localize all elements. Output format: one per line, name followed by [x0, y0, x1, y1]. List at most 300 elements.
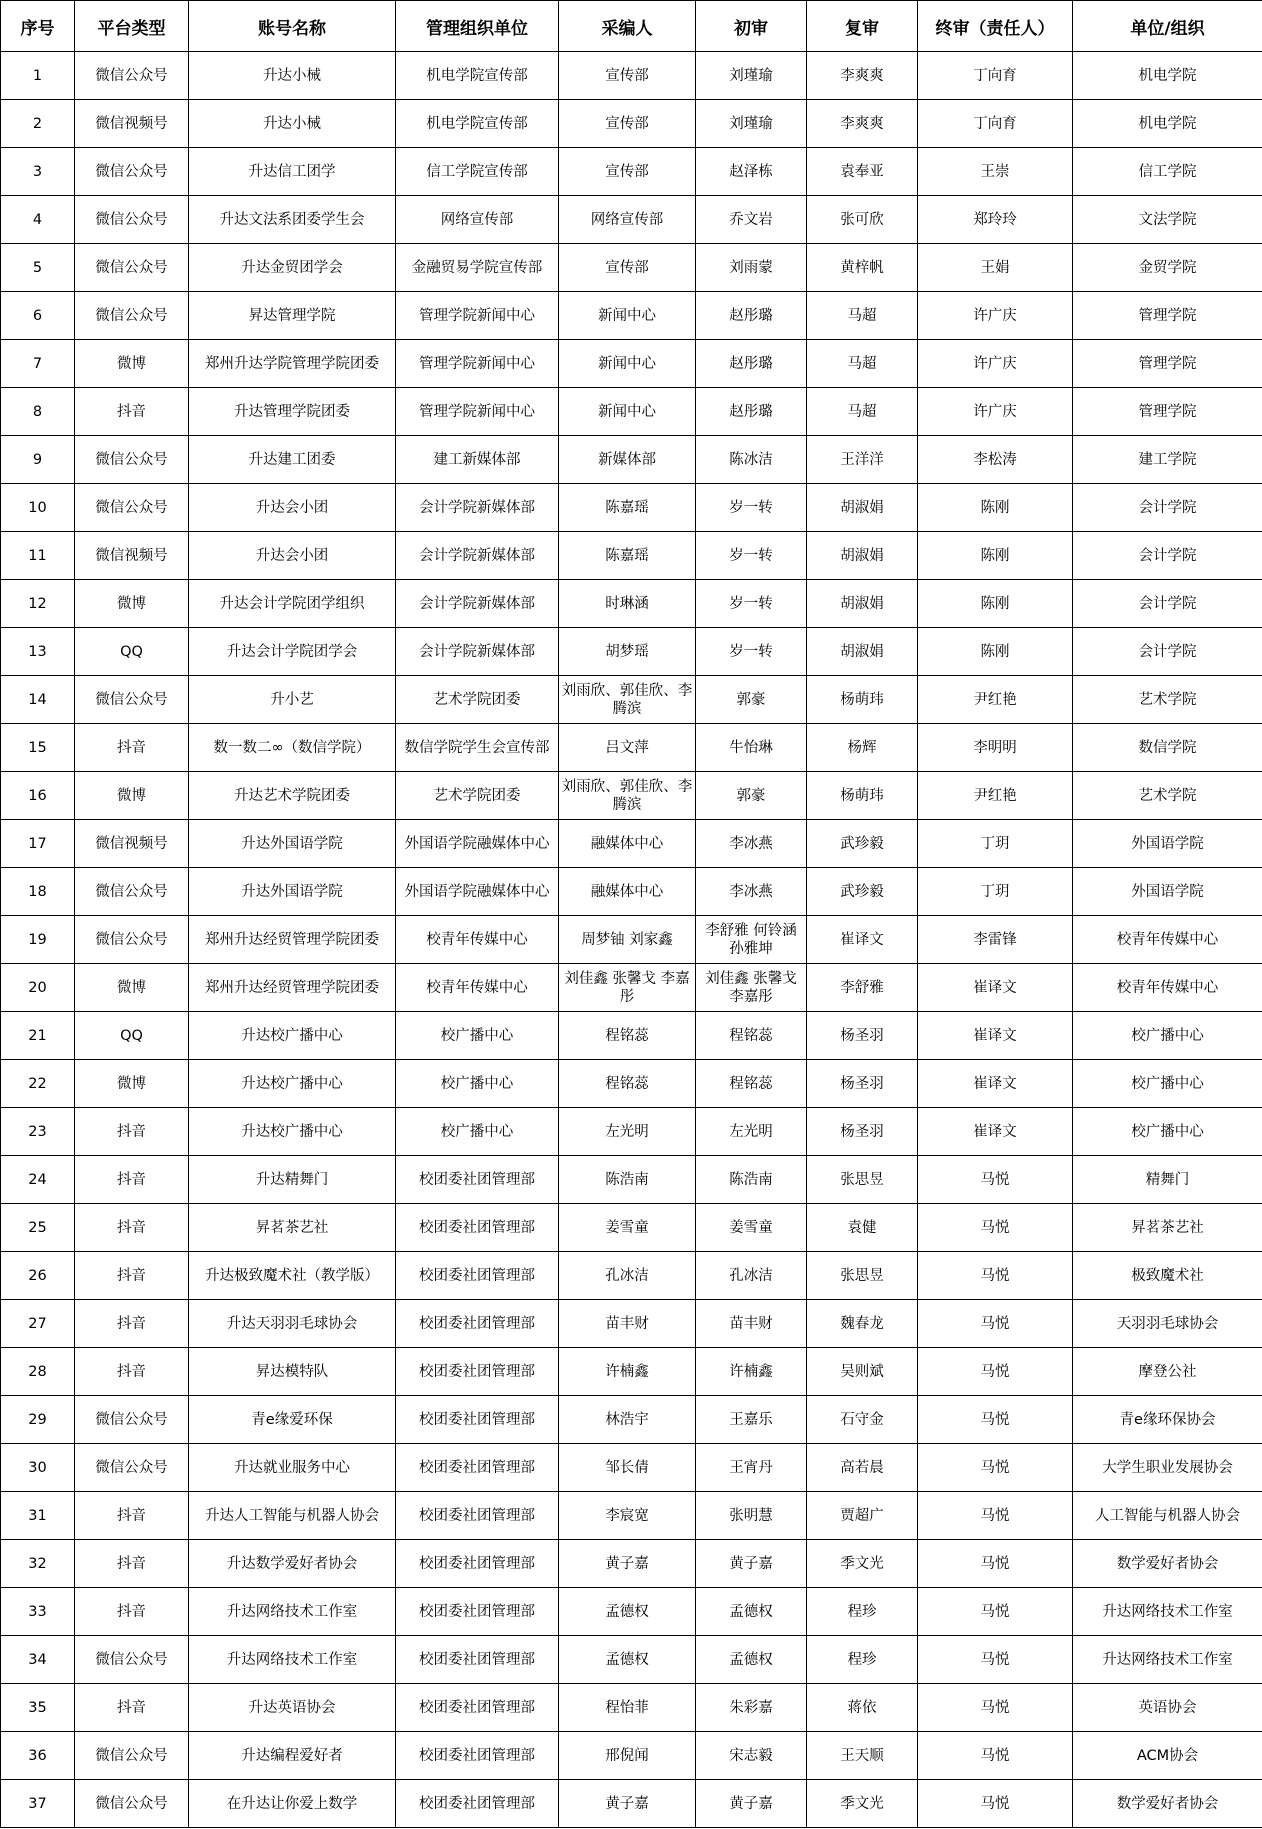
cell-platform-type: QQ: [75, 1012, 189, 1060]
cell-first-review: 刘佳鑫 张馨戈 李嘉彤: [696, 964, 807, 1012]
cell-platform-type: 微信视频号: [75, 820, 189, 868]
cell-final-review: 丁向育: [918, 52, 1073, 100]
cell-editor: 林浩宇: [559, 1396, 696, 1444]
header-account-name: 账号名称: [189, 1, 396, 52]
table-row: [1, 1588, 1262, 1636]
cell-final-review: 许广庆: [918, 292, 1073, 340]
cell-organization: 数学爱好者协会: [1073, 1540, 1262, 1588]
cell-second-review: 武珍毅: [807, 820, 918, 868]
cell-index: 32: [1, 1540, 75, 1588]
cell-account-name: 升达校广播中心: [189, 1012, 396, 1060]
cell-account-name: 升达文法系团委学生会: [189, 196, 396, 244]
cell-index: 6: [1, 292, 75, 340]
cell-account-name: 升达英语协会: [189, 1684, 396, 1732]
cell-editor: 融媒体中心: [559, 820, 696, 868]
cell-index: 34: [1, 1636, 75, 1684]
cell-first-review: 赵泽栋: [696, 148, 807, 196]
cell-platform-type: 微信公众号: [75, 916, 189, 964]
cell-first-review: 岁一转: [696, 580, 807, 628]
cell-index: 4: [1, 196, 75, 244]
cell-editor: 宣传部: [559, 244, 696, 292]
table-row: [1, 1012, 1262, 1060]
cell-editor: 苗丰财: [559, 1300, 696, 1348]
cell-first-review: 郭豪: [696, 676, 807, 724]
cell-managing-unit: 机电学院宣传部: [396, 100, 559, 148]
cell-organization: 极致魔术社: [1073, 1252, 1262, 1300]
cell-final-review: 丁向育: [918, 100, 1073, 148]
cell-final-review: 马悦: [918, 1300, 1073, 1348]
table-row: [1, 1684, 1262, 1732]
cell-editor: 姜雪童: [559, 1204, 696, 1252]
cell-organization: 校青年传媒中心: [1073, 964, 1262, 1012]
cell-platform-type: 抖音: [75, 1348, 189, 1396]
cell-index: 18: [1, 868, 75, 916]
table-row: [1, 532, 1262, 580]
header-final-review: 终审（责任人）: [918, 1, 1073, 52]
cell-account-name: 升达会小团: [189, 484, 396, 532]
table-row: [1, 1444, 1262, 1492]
cell-account-name: 郑州升达经贸管理学院团委: [189, 964, 396, 1012]
cell-platform-type: QQ: [75, 628, 189, 676]
cell-first-review: 刘瑾瑜: [696, 52, 807, 100]
cell-platform-type: 抖音: [75, 1252, 189, 1300]
cell-first-review: 乔文岩: [696, 196, 807, 244]
cell-account-name: 升达网络技术工作室: [189, 1588, 396, 1636]
cell-managing-unit: 艺术学院团委: [396, 676, 559, 724]
cell-second-review: 胡淑娟: [807, 628, 918, 676]
cell-platform-type: 抖音: [75, 1588, 189, 1636]
table-row: [1, 1204, 1262, 1252]
cell-second-review: 李爽爽: [807, 100, 918, 148]
cell-organization: 建工学院: [1073, 436, 1262, 484]
cell-managing-unit: 校团委社团管理部: [396, 1444, 559, 1492]
cell-final-review: 马悦: [918, 1348, 1073, 1396]
cell-final-review: 李明明: [918, 724, 1073, 772]
cell-managing-unit: 校青年传媒中心: [396, 964, 559, 1012]
cell-editor: 孟德权: [559, 1588, 696, 1636]
cell-managing-unit: 校团委社团管理部: [396, 1204, 559, 1252]
cell-editor: 刘佳鑫 张馨戈 李嘉彤: [559, 964, 696, 1012]
cell-second-review: 马超: [807, 340, 918, 388]
cell-index: 14: [1, 676, 75, 724]
cell-organization: 大学生职业发展协会: [1073, 1444, 1262, 1492]
cell-second-review: 吴则斌: [807, 1348, 918, 1396]
cell-managing-unit: 校团委社团管理部: [396, 1636, 559, 1684]
cell-editor: 新媒体部: [559, 436, 696, 484]
cell-account-name: 升达建工团委: [189, 436, 396, 484]
cell-first-review: 郭豪: [696, 772, 807, 820]
cell-editor: 时琳涵: [559, 580, 696, 628]
cell-editor: 黄子嘉: [559, 1780, 696, 1828]
cell-platform-type: 微信公众号: [75, 436, 189, 484]
cell-account-name: 升达小械: [189, 52, 396, 100]
cell-second-review: 高若晨: [807, 1444, 918, 1492]
cell-final-review: 马悦: [918, 1396, 1073, 1444]
cell-organization: 数信学院: [1073, 724, 1262, 772]
cell-index: 12: [1, 580, 75, 628]
table-row: [1, 1156, 1262, 1204]
table-row: [1, 964, 1262, 1012]
cell-editor: 左光明: [559, 1108, 696, 1156]
cell-second-review: 杨圣羽: [807, 1108, 918, 1156]
cell-second-review: 胡淑娟: [807, 484, 918, 532]
cell-managing-unit: 校团委社团管理部: [396, 1492, 559, 1540]
cell-platform-type: 抖音: [75, 724, 189, 772]
cell-index: 13: [1, 628, 75, 676]
cell-editor: 陈浩南: [559, 1156, 696, 1204]
cell-managing-unit: 建工新媒体部: [396, 436, 559, 484]
cell-first-review: 赵彤璐: [696, 388, 807, 436]
cell-first-review: 赵彤璐: [696, 292, 807, 340]
cell-managing-unit: 网络宣传部: [396, 196, 559, 244]
cell-index: 27: [1, 1300, 75, 1348]
cell-organization: 人工智能与机器人协会: [1073, 1492, 1262, 1540]
cell-platform-type: 微信视频号: [75, 532, 189, 580]
cell-index: 9: [1, 436, 75, 484]
cell-organization: 会计学院: [1073, 580, 1262, 628]
cell-first-review: 许楠鑫: [696, 1348, 807, 1396]
cell-second-review: 李爽爽: [807, 52, 918, 100]
cell-account-name: 升达外国语学院: [189, 820, 396, 868]
cell-managing-unit: 机电学院宣传部: [396, 52, 559, 100]
cell-editor: 宣传部: [559, 148, 696, 196]
cell-final-review: 崔译文: [918, 964, 1073, 1012]
cell-index: 2: [1, 100, 75, 148]
cell-final-review: 马悦: [918, 1204, 1073, 1252]
header-index: 序号: [1, 1, 75, 52]
cell-final-review: 陈刚: [918, 484, 1073, 532]
cell-editor: 李宸宽: [559, 1492, 696, 1540]
table-row: [1, 1396, 1262, 1444]
cell-second-review: 胡淑娟: [807, 532, 918, 580]
cell-final-review: 崔译文: [918, 1108, 1073, 1156]
cell-platform-type: 微信公众号: [75, 676, 189, 724]
cell-second-review: 马超: [807, 292, 918, 340]
cell-first-review: 朱彩嘉: [696, 1684, 807, 1732]
cell-organization: 会计学院: [1073, 484, 1262, 532]
cell-managing-unit: 校团委社团管理部: [396, 1540, 559, 1588]
cell-index: 19: [1, 916, 75, 964]
cell-managing-unit: 校广播中心: [396, 1108, 559, 1156]
cell-second-review: 蒋依: [807, 1684, 918, 1732]
cell-managing-unit: 管理学院新闻中心: [396, 292, 559, 340]
cell-platform-type: 微博: [75, 580, 189, 628]
cell-index: 1: [1, 52, 75, 100]
cell-account-name: 升达小械: [189, 100, 396, 148]
cell-managing-unit: 外国语学院融媒体中心: [396, 868, 559, 916]
cell-second-review: 王洋洋: [807, 436, 918, 484]
cell-index: 30: [1, 1444, 75, 1492]
cell-second-review: 石守金: [807, 1396, 918, 1444]
cell-index: 22: [1, 1060, 75, 1108]
cell-account-name: 数一数二∞（数信学院）: [189, 724, 396, 772]
cell-managing-unit: 金融贸易学院宣传部: [396, 244, 559, 292]
cell-account-name: 升达会计学院团学组织: [189, 580, 396, 628]
cell-account-name: 升达天羽羽毛球协会: [189, 1300, 396, 1348]
cell-account-name: 郑州升达学院管理学院团委: [189, 340, 396, 388]
header-managing-unit: 管理组织单位: [396, 1, 559, 52]
cell-index: 31: [1, 1492, 75, 1540]
cell-index: 10: [1, 484, 75, 532]
cell-final-review: 丁玥: [918, 820, 1073, 868]
cell-index: 35: [1, 1684, 75, 1732]
cell-second-review: 李舒雅: [807, 964, 918, 1012]
cell-organization: 外国语学院: [1073, 820, 1262, 868]
cell-first-review: 孟德权: [696, 1588, 807, 1636]
cell-managing-unit: 会计学院新媒体部: [396, 484, 559, 532]
cell-account-name: 昇达模特队: [189, 1348, 396, 1396]
cell-organization: 会计学院: [1073, 532, 1262, 580]
cell-account-name: 在升达让你爱上数学: [189, 1780, 396, 1828]
table-row: [1, 1540, 1262, 1588]
cell-first-review: 左光明: [696, 1108, 807, 1156]
cell-organization: 信工学院: [1073, 148, 1262, 196]
cell-managing-unit: 校团委社团管理部: [396, 1348, 559, 1396]
header-second-review: 复审: [807, 1, 918, 52]
cell-final-review: 陈刚: [918, 628, 1073, 676]
cell-index: 21: [1, 1012, 75, 1060]
cell-account-name: 升达数学爱好者协会: [189, 1540, 396, 1588]
cell-second-review: 袁健: [807, 1204, 918, 1252]
cell-final-review: 陈刚: [918, 532, 1073, 580]
cell-platform-type: 微信公众号: [75, 52, 189, 100]
cell-second-review: 杨辉: [807, 724, 918, 772]
cell-organization: 机电学院: [1073, 100, 1262, 148]
cell-second-review: 武珍毅: [807, 868, 918, 916]
cell-index: 37: [1, 1780, 75, 1828]
cell-final-review: 马悦: [918, 1588, 1073, 1636]
cell-editor: 邢倪闻: [559, 1732, 696, 1780]
cell-account-name: 昇达管理学院: [189, 292, 396, 340]
cell-first-review: 姜雪童: [696, 1204, 807, 1252]
cell-organization: 校广播中心: [1073, 1108, 1262, 1156]
cell-organization: 昇茗茶艺社: [1073, 1204, 1262, 1252]
cell-platform-type: 微信视频号: [75, 100, 189, 148]
cell-index: 8: [1, 388, 75, 436]
cell-final-review: 丁玥: [918, 868, 1073, 916]
cell-second-review: 贾超广: [807, 1492, 918, 1540]
header-first-review: 初审: [696, 1, 807, 52]
cell-organization: 管理学院: [1073, 292, 1262, 340]
table-row: [1, 100, 1262, 148]
cell-organization: 文法学院: [1073, 196, 1262, 244]
cell-organization: 艺术学院: [1073, 772, 1262, 820]
cell-account-name: 升达信工团学: [189, 148, 396, 196]
cell-editor: 新闻中心: [559, 292, 696, 340]
cell-editor: 程怡菲: [559, 1684, 696, 1732]
cell-second-review: 杨萌玮: [807, 676, 918, 724]
cell-final-review: 马悦: [918, 1492, 1073, 1540]
cell-account-name: 升达会小团: [189, 532, 396, 580]
cell-editor: 网络宣传部: [559, 196, 696, 244]
cell-organization: 摩登公社: [1073, 1348, 1262, 1396]
cell-second-review: 季文光: [807, 1780, 918, 1828]
cell-index: 24: [1, 1156, 75, 1204]
cell-managing-unit: 会计学院新媒体部: [396, 532, 559, 580]
table-row: [1, 1732, 1262, 1780]
cell-second-review: 杨圣羽: [807, 1012, 918, 1060]
cell-second-review: 袁奉亚: [807, 148, 918, 196]
cell-final-review: 许广庆: [918, 388, 1073, 436]
cell-organization: 天羽羽毛球协会: [1073, 1300, 1262, 1348]
cell-managing-unit: 会计学院新媒体部: [396, 580, 559, 628]
cell-organization: 升达网络技术工作室: [1073, 1588, 1262, 1636]
cell-final-review: 李雷锋: [918, 916, 1073, 964]
cell-organization: 升达网络技术工作室: [1073, 1636, 1262, 1684]
cell-editor: 程铭蕊: [559, 1012, 696, 1060]
table-row: [1, 1300, 1262, 1348]
table-row: [1, 1492, 1262, 1540]
cell-account-name: 青e缘爱环保: [189, 1396, 396, 1444]
cell-second-review: 王天顺: [807, 1732, 918, 1780]
cell-second-review: 黄梓帆: [807, 244, 918, 292]
header-organization: 单位/组织: [1073, 1, 1262, 52]
table-row: [1, 1636, 1262, 1684]
table-row: [1, 292, 1262, 340]
cell-final-review: 王娟: [918, 244, 1073, 292]
table-row: [1, 484, 1262, 532]
cell-organization: 管理学院: [1073, 388, 1262, 436]
cell-account-name: 升小艺: [189, 676, 396, 724]
cell-managing-unit: 校团委社团管理部: [396, 1684, 559, 1732]
table-row: [1, 388, 1262, 436]
cell-second-review: 杨圣羽: [807, 1060, 918, 1108]
cell-final-review: 李松涛: [918, 436, 1073, 484]
cell-first-review: 李冰燕: [696, 868, 807, 916]
cell-managing-unit: 信工学院宣传部: [396, 148, 559, 196]
cell-platform-type: 微信公众号: [75, 484, 189, 532]
cell-index: 26: [1, 1252, 75, 1300]
cell-organization: 数学爱好者协会: [1073, 1780, 1262, 1828]
cell-final-review: 崔译文: [918, 1012, 1073, 1060]
cell-second-review: 马超: [807, 388, 918, 436]
cell-organization: 金贸学院: [1073, 244, 1262, 292]
cell-managing-unit: 校广播中心: [396, 1012, 559, 1060]
cell-account-name: 升达校广播中心: [189, 1060, 396, 1108]
table-row: [1, 340, 1262, 388]
cell-index: 3: [1, 148, 75, 196]
cell-platform-type: 微信公众号: [75, 148, 189, 196]
cell-first-review: 王嘉乐: [696, 1396, 807, 1444]
cell-platform-type: 微信公众号: [75, 244, 189, 292]
cell-managing-unit: 艺术学院团委: [396, 772, 559, 820]
cell-first-review: 岁一转: [696, 532, 807, 580]
table-row: [1, 52, 1262, 100]
cell-platform-type: 抖音: [75, 1540, 189, 1588]
cell-account-name: 郑州升达经贸管理学院团委: [189, 916, 396, 964]
cell-organization: 青e缘环保协会: [1073, 1396, 1262, 1444]
cell-editor: 黄子嘉: [559, 1540, 696, 1588]
cell-first-review: 程铭蕊: [696, 1060, 807, 1108]
cell-first-review: 陈浩南: [696, 1156, 807, 1204]
cell-final-review: 崔译文: [918, 1060, 1073, 1108]
cell-platform-type: 抖音: [75, 1684, 189, 1732]
cell-editor: 孟德权: [559, 1636, 696, 1684]
cell-final-review: 陈刚: [918, 580, 1073, 628]
cell-second-review: 程珍: [807, 1636, 918, 1684]
cell-editor: 融媒体中心: [559, 868, 696, 916]
table-row: [1, 196, 1262, 244]
cell-account-name: 升达精舞门: [189, 1156, 396, 1204]
cell-account-name: 升达网络技术工作室: [189, 1636, 396, 1684]
cell-index: 29: [1, 1396, 75, 1444]
cell-final-review: 马悦: [918, 1444, 1073, 1492]
cell-managing-unit: 外国语学院融媒体中心: [396, 820, 559, 868]
cell-index: 11: [1, 532, 75, 580]
cell-index: 23: [1, 1108, 75, 1156]
cell-platform-type: 抖音: [75, 1492, 189, 1540]
table-row: [1, 1060, 1262, 1108]
cell-editor: 新闻中心: [559, 340, 696, 388]
cell-final-review: 马悦: [918, 1636, 1073, 1684]
table-body: [1, 52, 1262, 1828]
table-row: [1, 580, 1262, 628]
cell-final-review: 许广庆: [918, 340, 1073, 388]
table-row: [1, 1108, 1262, 1156]
cell-platform-type: 抖音: [75, 1204, 189, 1252]
cell-first-review: 苗丰财: [696, 1300, 807, 1348]
cell-second-review: 杨萌玮: [807, 772, 918, 820]
cell-editor: 孔冰洁: [559, 1252, 696, 1300]
cell-index: 36: [1, 1732, 75, 1780]
cell-final-review: 马悦: [918, 1732, 1073, 1780]
cell-first-review: 程铭蕊: [696, 1012, 807, 1060]
cell-managing-unit: 校团委社团管理部: [396, 1300, 559, 1348]
table-row: [1, 1252, 1262, 1300]
cell-editor: 胡梦瑶: [559, 628, 696, 676]
cell-index: 5: [1, 244, 75, 292]
cell-managing-unit: 数信学院学生会宣传部: [396, 724, 559, 772]
cell-organization: 外国语学院: [1073, 868, 1262, 916]
cell-first-review: 宋志毅: [696, 1732, 807, 1780]
cell-account-name: 升达就业服务中心: [189, 1444, 396, 1492]
header-row: [1, 1, 1262, 52]
cell-account-name: 升达艺术学院团委: [189, 772, 396, 820]
cell-organization: 管理学院: [1073, 340, 1262, 388]
cell-index: 20: [1, 964, 75, 1012]
cell-first-review: 刘雨蒙: [696, 244, 807, 292]
cell-account-name: 升达外国语学院: [189, 868, 396, 916]
cell-platform-type: 微博: [75, 964, 189, 1012]
cell-platform-type: 抖音: [75, 388, 189, 436]
cell-platform-type: 微信公众号: [75, 868, 189, 916]
cell-editor: 许楠鑫: [559, 1348, 696, 1396]
cell-second-review: 季文光: [807, 1540, 918, 1588]
cell-final-review: 尹红艳: [918, 676, 1073, 724]
cell-index: 7: [1, 340, 75, 388]
cell-first-review: 牛怡琳: [696, 724, 807, 772]
table-row: [1, 1780, 1262, 1828]
cell-managing-unit: 管理学院新闻中心: [396, 340, 559, 388]
cell-final-review: 马悦: [918, 1684, 1073, 1732]
cell-second-review: 张可欣: [807, 196, 918, 244]
cell-platform-type: 微信公众号: [75, 196, 189, 244]
cell-first-review: 李冰燕: [696, 820, 807, 868]
cell-editor: 刘雨欣、郭佳欣、李腾滨: [559, 772, 696, 820]
cell-platform-type: 微博: [75, 1060, 189, 1108]
cell-platform-type: 抖音: [75, 1156, 189, 1204]
table-row: [1, 148, 1262, 196]
cell-platform-type: 微博: [75, 772, 189, 820]
cell-editor: 吕文萍: [559, 724, 696, 772]
cell-second-review: 程珍: [807, 1588, 918, 1636]
cell-index: 33: [1, 1588, 75, 1636]
cell-editor: 宣传部: [559, 100, 696, 148]
cell-organization: 机电学院: [1073, 52, 1262, 100]
cell-organization: 校广播中心: [1073, 1060, 1262, 1108]
cell-managing-unit: 校团委社团管理部: [396, 1732, 559, 1780]
table-row: [1, 772, 1262, 820]
